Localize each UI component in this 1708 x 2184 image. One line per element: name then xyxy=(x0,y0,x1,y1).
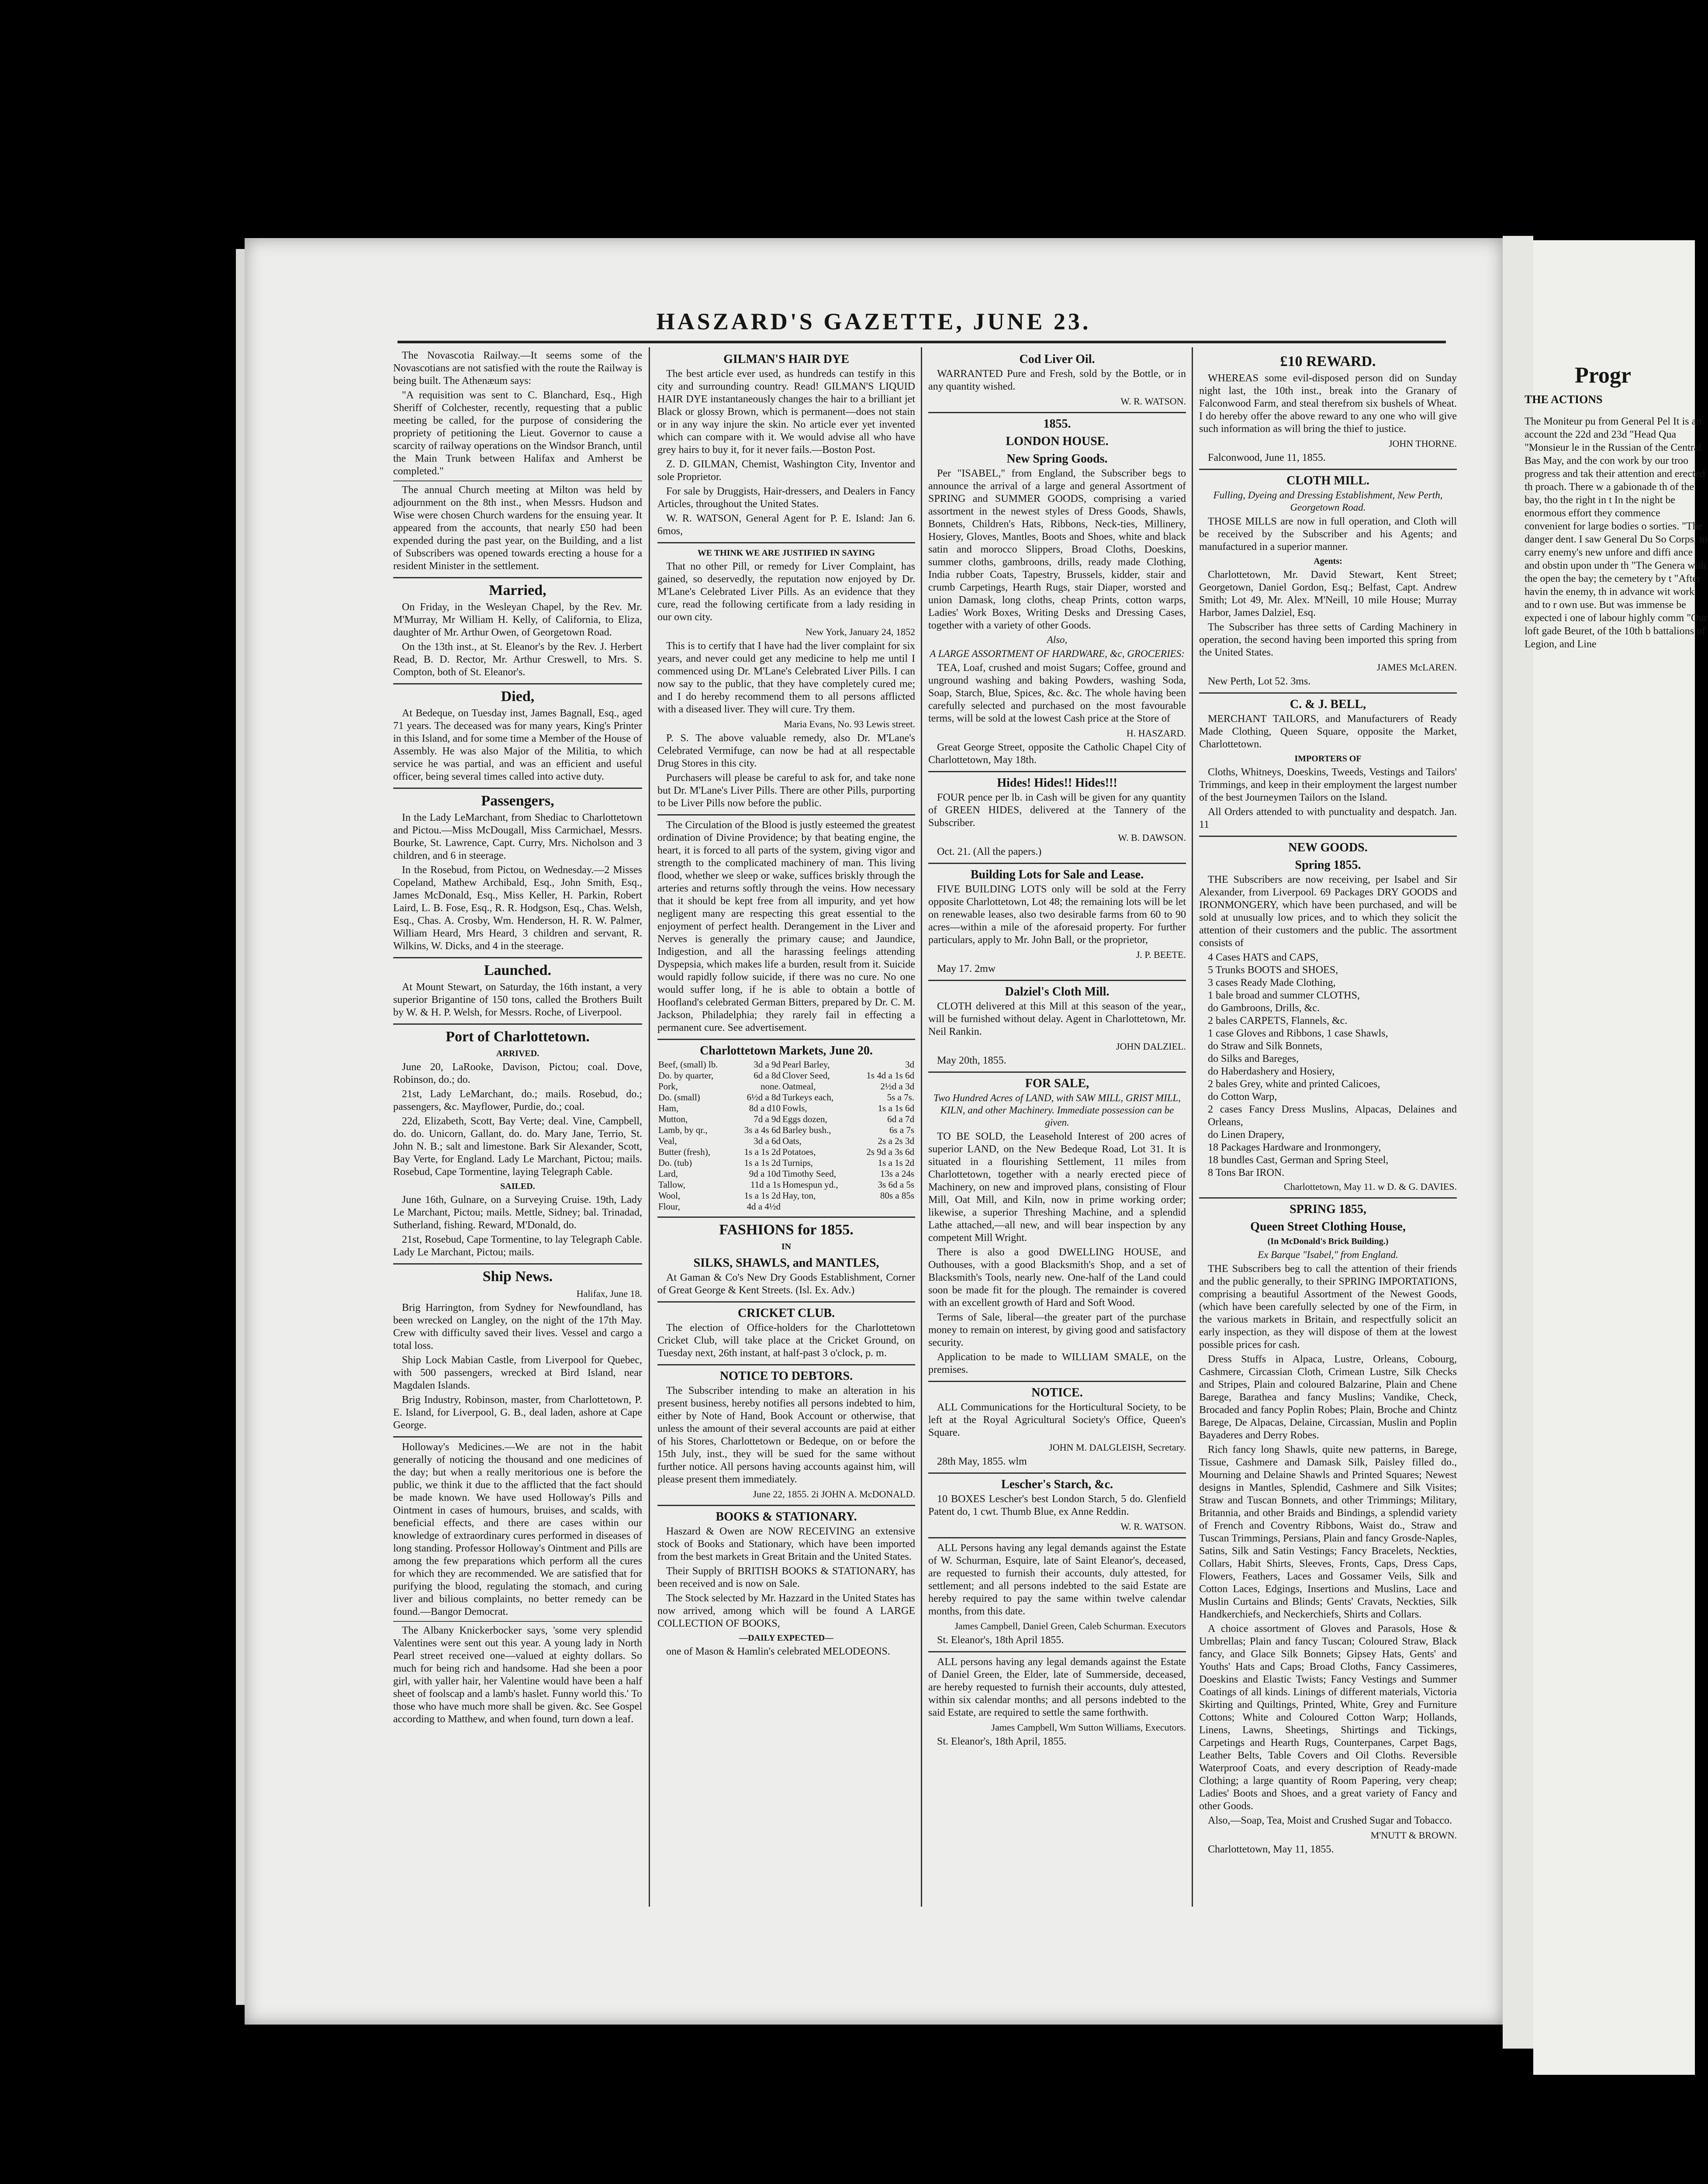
divider xyxy=(657,542,915,543)
market-item: Pork, xyxy=(658,1081,678,1092)
market-row xyxy=(657,1103,915,1114)
new-goods-item: 3 cases Ready Made Clothing, xyxy=(1208,977,1336,988)
new-goods-item: 1 case Gloves and Ribbons, 1 case Shawls, xyxy=(1208,1028,1388,1039)
market-row xyxy=(657,1136,915,1147)
gilman-signature: Z. D. GILMAN, Chemist, Washington City, Inventor and sole Proprietor. xyxy=(657,459,915,483)
divider xyxy=(393,480,642,481)
bell-heading: C. & J. BELL, xyxy=(1290,698,1366,711)
market-item: Barley bush., xyxy=(782,1125,831,1135)
gilman-body: The best article ever used, as hundreds can testify in this city and surrounding country. Read! GILMAN'S LIQUID HAIR DYE instantaneously changes the hair to a brilliant jet Black or glossy Brown, which is permanent—does not stain or in any way injure the skin. No article ever yet invented which can compare with it. We would advise all who have grey hairs to buy it, for it never fails.—Boston Post. xyxy=(657,368,915,456)
spring-body: Rich fancy long Shawls, quite new patterns, in Barege, Tissue, Cashmere and Damask Silk, Paisley filled do., Mourning and Delaine Shawls and Printed Squares; Newest designs in Mantles, Splendid, Cashmere and Silk Visites; Straw and Tuscan Bonnets, and other Trimmings; Military, Britannia, and other Braids and Bindings, a splendid variety of French and Coventry Ribbons, Waist do., Straw and Tuscan Trimmings, Persians, Plain and fancy Grosde-Naples, Satins, Silk and Satin Vestings; Fancy Bracelets, Neckties, Collars, Habit Shirts, Sleeves, Fronts, Caps, Dress Caps, Flowers, Feathers, Laces and Gossamer Veils, Silk and Cotton Laces, Edgings, Insertions and Muslins, Lace and Muslin Curtains and Blinds; Gents' Cravats, Neckties, Silk Handkerchiefs, and Neckerchiefs, Shirts and Collars. xyxy=(1199,1444,1457,1620)
new-goods-item: 5 Trunks BOOTS and SHOES, xyxy=(1208,964,1338,976)
london-address: Great George Street, opposite the Catholic Chapel City of Charlottetown, May 18th. xyxy=(928,742,1186,766)
fashions-in: IN xyxy=(781,1242,792,1251)
market-price: 2½d a 3d xyxy=(880,1081,914,1092)
justified-body: That no other Pill, or remedy for Liver Complaint, has gained, so deservedly, the reputation now enjoyed by Dr. M'Lane's Celebrated Liver Pills. As an evidence that they cure, read the following certificate from a lady residing in our own city. xyxy=(657,561,915,623)
books-heading: BOOKS & STATIONARY. xyxy=(716,1510,857,1524)
reward-date: Falconwood, June 11, 1855. xyxy=(1208,452,1326,463)
market-price: 80s a 85s xyxy=(880,1190,914,1201)
hides-signature: W. B. DAWSON. xyxy=(1118,832,1186,843)
column-1 xyxy=(393,349,642,1904)
dalziel-date: May 20th, 1855. xyxy=(937,1055,1006,1066)
hides-body: FOUR pence per lb. in Cash will be given for any quantity of GREEN HIDES, delivered at the Tannery of the Subscriber. xyxy=(928,792,1186,829)
market-item: Turnips, xyxy=(782,1158,813,1168)
london-body: TEA, Loaf, crushed and moist Sugars; Coffee, ground and unground washing and baking Powders, washing Soda, Soap, Starch, Blue, Spices, &c. &c. The whole having been carefully selected and purchased on the most favourable terms, will be sold at the lowest Cash price at the Store of xyxy=(928,662,1186,724)
market-price: 13s a 24s xyxy=(880,1168,914,1179)
estate-notice: ALL Persons having any legal demands against the Estate of W. Schurman, Esquire, late of Saint Eleanor's, deceased, are requested to furnish their accounts, duly attested, for settlement; and all persons indebted to the said Estate are hereby required to pay the same within twelve calendar months, from this date. xyxy=(928,1542,1186,1617)
market-row xyxy=(657,1125,915,1136)
masthead-rule xyxy=(398,341,1446,343)
sale-body: Application to be made to WILLIAM SMALE, on the premises. xyxy=(928,1351,1186,1375)
divider xyxy=(393,1023,642,1025)
new-goods-item: 2 cases Fancy Dress Muslins, Alpacas, Delaines and Orleans, xyxy=(1208,1104,1457,1128)
justified-ps: P. S. The above valuable remedy, also Dr. M'Lane's Celebrated Vermifuge, can now be had at all respectable Drug Stores in this city. xyxy=(657,733,915,769)
new-goods-item: do Cotton Warp, xyxy=(1208,1091,1277,1102)
column-rule xyxy=(1192,347,1193,1907)
bell-body: All Orders attended to with punctuality and despatch. Jan. 11 xyxy=(1199,806,1457,830)
divider xyxy=(1199,692,1457,694)
market-item: Wool, xyxy=(658,1190,681,1201)
estate-notice: ALL persons having any legal demands against the Estate of Daniel Green, the Elder, late of Summerside, deceased, are hereby requested to furnish their accounts, duly attested, within six calendar months; and all persons indebted to the said Estate, are required to settle the same forthwith. xyxy=(928,1656,1186,1718)
mill-body: THOSE MILLS are now in full operation, and Cloth will be received by the Subscriber and his Agents; and manufactured in a superior manner. xyxy=(1199,516,1457,553)
estate-date: St. Eleanor's, 18th April, 1855. xyxy=(937,1736,1067,1747)
books-body: one of Mason & Hamlin's celebrated MELODEONS. xyxy=(666,1646,890,1657)
ship-entry: Ship Lock Mabian Castle, from Liverpool for Quebec, with 500 passengers, wrecked at Bird Island, near Magdalen Islands. xyxy=(393,1355,642,1391)
london-year: 1855. xyxy=(1043,417,1071,431)
next-page-title: Progr xyxy=(1575,363,1631,388)
mill-signature: JAMES McLAREN. xyxy=(1376,662,1457,673)
column-rule xyxy=(649,347,650,1907)
market-row xyxy=(657,1158,915,1168)
railway-quote: "A requisition was sent to C. Blanchard, Esq., High Sheriff of Colchester, recently, requesting that a public meeting be called, for the purpose of considering the propriety of petitioning the Lieut. Governor to cause a scarcity of railway operations on the Windsor Branch, until the Main Trunk between Halifax and Amherst be completed." xyxy=(393,390,642,477)
market-item xyxy=(781,1201,853,1212)
market-item: Beef, (small) lb. xyxy=(658,1059,718,1070)
market-item: Turkeys each, xyxy=(782,1092,834,1102)
estate-date: St. Eleanor's, 18th April 1855. xyxy=(937,1635,1064,1646)
mill-body: Charlottetown, Mr. David Stewart, Kent Street; Georgetown, Daniel Gordon, Esq.; Belfast, Capt. Andrew Smith; Lot 49, Mr. Alex. M'Neill, 10 mile House; Murray Harbor, James Dalziel, Esq. xyxy=(1199,569,1457,619)
holloway-article: Holloway's Medicines.—We are not in the habit generally of noticing the thousand and one medicines of the day; but when a really meritorious one is before the public, we think it due to the afflicted that the fact should be made known. We have used Holloway's Pills and Ointment in cases of humours, bruises, and scalds, with beneficial effects, and there are cases within our knowledge of extraordinary cures performed in diseases of long standing. Professor Holloway's Ointment and Pills are among the few preparations which perform all the cures for which they are recommended. We are satisfied that for purifying the blood, regulating the stomach, and curing liver and bilious complaints, no better remedy can be found.—Bangor Democrat. xyxy=(393,1441,642,1617)
ship-entry: Brig Harrington, from Sydney for Newfoundland, has been wrecked on Langley, on the night of the 17th May. Crew with difficulty saved their lives. Vessel and cargo a total loss. xyxy=(393,1302,642,1351)
divider xyxy=(393,1436,642,1438)
notice-signature: JOHN M. DALGLEISH, Secretary. xyxy=(1049,1442,1186,1453)
market-item: Mutton, xyxy=(658,1114,688,1124)
market-item: Oats, xyxy=(782,1136,802,1146)
launched-notice: At Mount Stewart, on Saturday, the 16th instant, a very superior Brigantine of 150 tons, called the Brothers Built by W. & H. P. Welsh, for Messrs. Roche, of Liverpool. xyxy=(393,981,642,1018)
market-item: Lamb, by qr., xyxy=(658,1125,708,1135)
divider xyxy=(393,957,642,958)
estate-signature: James Campbell, Wm Sutton Williams, Executors. xyxy=(991,1722,1186,1733)
married-notice: On Friday, in the Wesleyan Chapel, by the Rev. Mr. M'Murray, Mr William H. Kelly, of California, to Eliza, daughter of Mr. Arthur Owen, of Georgetown Road. xyxy=(393,601,642,638)
debtors-heading: NOTICE TO DEBTORS. xyxy=(719,1369,853,1383)
market-row xyxy=(657,1114,915,1125)
spring-body: THE Subscribers beg to call the attention of their friends and the public generally, to their SPRING IMPORTATIONS, comprising a beautiful Assortment of the Newest Goods, (which have been carefully selected by one of the Firm, in the various markets in Britain, and respectfully solicit an early inspection, as they will dispose of them at the lowest possible prices for cash. xyxy=(1199,1263,1457,1351)
bell-importers: IMPORTERS OF xyxy=(1294,754,1362,764)
market-price: 2s 9d a 3s 6d xyxy=(866,1147,914,1157)
market-price: 3d a 9d xyxy=(754,1059,781,1070)
market-price: 6d a 7d xyxy=(887,1114,914,1124)
passengers-notice: In the Rosebud, from Pictou, on Wednesday.—2 Misses Copeland, Mathew Archibald, Esq., John Smith, Esq., James McDonald, Esq., Miss Keller, H. Parkin, Robert Laird, L. B. Fose, Esq., R. R. Hodgson, Esq., Chas. Welsh, Esq., Chas. A. Crosby, Wm. Henderson, H. R. W. Palmer, William Heard, Mrs Heard, 3 children and servant, R. Wilkins, W. Dicks, and 4 in the steerage. xyxy=(393,864,642,952)
divider xyxy=(393,577,642,578)
divider xyxy=(928,771,1186,772)
knickerbocker-article: The Albany Knickerbocker says, 'some very splendid Valentines were sent out this year. A young lady in North Pearl street received one—valued at eighty dollars. So much for being rich and handsome. Had she been a poor girl, with yaller hair, her Valentine would have been a half sheet of foolscap and a lamb's haslet. Funny world this.' To those who have much more shall be given. &c. See Gospel according to Matthew, and when found, turn down a leaf. xyxy=(393,1625,642,1725)
market-item: Timothy Seed, xyxy=(782,1168,836,1179)
market-price: 1s a 1s 2d xyxy=(744,1190,781,1201)
market-price: 3s a 4s 6d xyxy=(744,1125,781,1135)
divider xyxy=(393,1621,642,1622)
lots-date: May 17. 2mw xyxy=(937,963,996,975)
port-heading: Port of Charlottetown. xyxy=(446,1029,590,1045)
gilman-heading: GILMAN'S HAIR DYE xyxy=(723,352,849,366)
lots-heading: Building Lots for Sale and Lease. xyxy=(970,868,1144,881)
divider xyxy=(928,980,1186,981)
market-price: 11d a 1s xyxy=(750,1179,781,1190)
london-also: Also, xyxy=(1047,634,1068,645)
market-price: 8d a d10 xyxy=(749,1103,781,1113)
market-price: 1s a 1s 2d xyxy=(744,1158,781,1168)
mill-date: New Perth, Lot 52. 3ms. xyxy=(1208,676,1311,687)
divider xyxy=(657,1301,915,1303)
divider xyxy=(928,1381,1186,1382)
market-row xyxy=(657,1092,915,1103)
market-item: Fowls, xyxy=(782,1103,807,1113)
market-item: Lard, xyxy=(658,1168,678,1179)
reward-body: WHEREAS some evil-disposed person did on Sunday night last, the 10th inst., break into the Granary of Falconwood Farm, and steal therefrom six bushels of Wheat. I do hereby offer the above reward to any one who will give such information as will bring the thief to justice. xyxy=(1199,373,1457,435)
port-entry: 22d, Elizabeth, Scott, Bay Verte; deal. Vine, Campbell, do. do. Unicorn, Gallant, do. do. Mary Jane, Terrio, St. John N. B.; salt and limestone. Bark Sir Alexander, Scott, Bay Verte, for England. Lady Le Marchant, Pictou; mails. Rosebud, Cape Tormentine, laying Telegraph Cable. xyxy=(393,1116,642,1178)
market-price: 6d a 8d xyxy=(754,1070,781,1081)
market-price: 3d xyxy=(905,1059,914,1070)
market-item: Butter (fresh), xyxy=(658,1147,710,1157)
divider xyxy=(657,1216,915,1218)
circulation-article: The Circulation of the Blood is justly esteemed the greatest ordination of Divine Providence; by that beating engine, the heart, it is forced to all parts of the system, giving vigor and strength to the complicated machinery of man. This living flood, whether we sleep or wake, suffices briskly through the arteries and returns softly through the veins. How necessary that it should be kept free from all impurity, and yet how negligent many are respecting this great essential to the enjoyment of perfect health. Derangement in the Liver and Nerves is generally the primary cause; and Jaundice, Indigestion, and all the harassing feelings attending Dyspepsia, which makes life a burden, result from it. Suicide would rapidly follow suicide, if there was no cure. No one would suffer long, if he is able to obtain a bottle of Hoofland's celebrated German Bitters, prepared by Dr. C. M. Jackson, Philadelphia; they rarely fail in effecting a permanent cure. See advertisement. xyxy=(657,819,915,1033)
market-row xyxy=(657,1059,915,1070)
mill-body: The Subscriber has three setts of Carding Machinery in operation, the second having been imported this spring from the United States. xyxy=(1199,622,1457,658)
died-heading: Died, xyxy=(501,688,535,705)
market-item: Homespun yd., xyxy=(782,1179,838,1190)
market-item: Pearl Barley, xyxy=(782,1059,830,1070)
passengers-heading: Passengers, xyxy=(481,793,554,809)
starch-signature: W. R. WATSON. xyxy=(1120,1521,1186,1532)
gilman-sale: For sale by Druggists, Hair-dressers, and Dealers in Fancy Articles, throughout the United States. xyxy=(657,486,915,510)
market-row xyxy=(657,1081,915,1092)
market-row xyxy=(657,1201,915,1212)
port-entry: 21st, Rosebud, Cape Tormentine, to lay Telegraph Cable. Lady Le Marchant, Pictou; mails. xyxy=(393,1234,642,1258)
new-goods-subheading: Spring 1855. xyxy=(1295,858,1361,872)
spring-heading: SPRING 1855, xyxy=(1290,1203,1366,1216)
cod-heading: Cod Liver Oil. xyxy=(1019,352,1095,366)
estate-signature: James Campbell, Daniel Green, Caleb Schurman. Executors xyxy=(954,1621,1186,1631)
sailed-label: SAILED. xyxy=(500,1182,535,1191)
bell-body: MERCHANT TAILORS, and Manufacturers of Ready Made Clothing, Queen Square, opposite the Market, Charlottetown. xyxy=(1199,713,1457,750)
debtors-signature: June 22, 1855. 2i JOHN A. McDONALD. xyxy=(753,1489,915,1500)
new-goods-item: 2 bales CARPETS, Flannels, &c. xyxy=(1208,1015,1348,1026)
church-article: The annual Church meeting at Milton was held by adjournment on the 8th inst., when Messrs. Hudson and Wise were chosen Church wardens for the ensuing year. It appeared from the accounts, that nearly £50 had been expended during the past year, on the Building, and a list of Subscribers was opened towards erecting a house for a resident Minister in the settlement. xyxy=(393,484,642,572)
new-goods-item: do Haberdashery and Hosiery, xyxy=(1208,1066,1335,1077)
market-row xyxy=(657,1179,915,1190)
spring-signature: M'NUTT & BROWN. xyxy=(1370,1830,1457,1841)
books-expected: —DAILY EXPECTED— xyxy=(739,1633,833,1643)
dalziel-heading: Dalziel's Cloth Mill. xyxy=(1005,985,1110,999)
notice-body: ALL Communications for the Horticultural Society, to be left at the Royal Agricultural Society's Office, Queen's Square. xyxy=(928,1402,1186,1438)
market-row xyxy=(657,1147,915,1158)
reward-heading: £10 REWARD. xyxy=(1280,353,1376,370)
justified-heading: WE THINK WE ARE JUSTIFIED IN SAYING xyxy=(697,548,875,558)
sale-subheading: Two Hundred Acres of LAND, with SAW MILL, GRIST MILL, KILN, and other Machinery. Immediate possession can be given. xyxy=(933,1092,1181,1128)
divider xyxy=(657,1364,915,1365)
market-item: Flour, xyxy=(658,1201,680,1212)
justified-date: New York, January 24, 1852 xyxy=(805,626,915,637)
new-goods-item: do Straw and Silk Bonnets, xyxy=(1208,1040,1322,1052)
ship-news-heading: Ship News. xyxy=(482,1268,553,1285)
markets-table xyxy=(657,1059,915,1212)
spring-subheading: Ex Barque "Isabel," from England. xyxy=(1258,1249,1398,1260)
hides-heading: Hides! Hides!! Hides!!! xyxy=(997,776,1117,790)
market-price: 3d a 6d xyxy=(754,1136,781,1146)
divider xyxy=(657,1505,915,1506)
ship-dateline: Halifax, June 18. xyxy=(576,1288,642,1299)
new-goods-list xyxy=(1199,951,1457,1179)
market-price: 1s a 1s 2d xyxy=(878,1158,914,1168)
new-goods-item: 1 bale broad and summer CLOTHS, xyxy=(1208,990,1360,1001)
market-price: 2s a 2s 3d xyxy=(878,1136,914,1146)
divider xyxy=(928,412,1186,413)
new-goods-item: do Gambroons, Drills, &c. xyxy=(1208,1002,1320,1014)
divider xyxy=(1199,469,1457,470)
market-price: 9d a 10d xyxy=(749,1168,781,1179)
market-item: Do. (tub) xyxy=(658,1158,692,1168)
market-item: Do. (small) xyxy=(658,1092,700,1102)
masthead: HASZARD'S GAZETTE, JUNE 23. xyxy=(656,308,1091,335)
market-item: Veal, xyxy=(658,1136,677,1146)
market-item: Do. by quarter, xyxy=(658,1070,714,1081)
new-goods-item: 18 Packages Hardware and Ironmongery, xyxy=(1208,1142,1381,1153)
cricket-heading: CRICKET CLUB. xyxy=(738,1306,835,1320)
market-row xyxy=(657,1168,915,1179)
market-item: Oatmeal, xyxy=(782,1081,816,1092)
port-entry: 21st, Lady LeMarchant, do.; mails. Rosebud, do.; passengers, &c. Mayflower, Purdie, do.; coal. xyxy=(393,1089,642,1113)
new-goods-item: 4 Cases HATS and CAPS, xyxy=(1208,952,1318,963)
spring-heading-2: Queen Street Clothing House, xyxy=(1250,1220,1406,1234)
divider xyxy=(393,788,642,789)
starch-heading: Lescher's Starch, &c. xyxy=(1001,1478,1113,1491)
gilman-agent: W. R. WATSON, General Agent for P. E. Island: Jan 6. 6mos, xyxy=(657,513,915,537)
spring-body: Also,—Soap, Tea, Moist and Crushed Sugar and Tobacco. xyxy=(1208,1815,1452,1826)
debtors-body: The Subscriber intending to make an alteration in his present business, hereby notifies all persons indebted to him, either by Note of Hand, Book Account or otherwise, that unless the amount of their several accounts are paid at either of his Stores, Charlottetown or Bedeque, on or before the 15th July, inst., they will be sued for the same without further notice. All persons having accounts against him, will please present them immediately. xyxy=(657,1385,915,1485)
sale-body: TO BE SOLD, the Leasehold Interest of 200 acres of superior LAND, on the New Bedeque Road, Lot 31. It is situated in a flourishing Settlement, 11 miles from Charlottetown, together with a nearly erected piece of Machinery, on new and improved plans, consisting of Flour Mill, Oat Mill, and Kiln, now in prime working order; likewise, a superior Threshing Machine, and a splendid Lathe attached,—all new, and will bear inspection by any competent Mill Wright. xyxy=(928,1131,1186,1244)
market-item: Eggs dozen, xyxy=(782,1114,827,1124)
lots-signature: J. P. BEETE. xyxy=(1136,949,1186,960)
lots-body: FIVE BUILDING LOTS only will be sold at the Ferry opposite Charlottetown, Lot 48; the remaining lots will be let on renewable leases, also two desirable farms from 60 to 90 acres—within a mile of the aforesaid property. For further particulars, apply to Mr. John Ball, or the proprietor, xyxy=(928,884,1186,946)
notice-date: 28th May, 1855. wlm xyxy=(937,1456,1027,1467)
divider xyxy=(393,683,642,684)
spring-heading-3: (In McDonald's Brick Building.) xyxy=(1267,1237,1389,1246)
market-item: Ham, xyxy=(658,1103,679,1113)
reward-signature: JOHN THORNE. xyxy=(1388,438,1457,449)
sale-body: Terms of Sale, liberal—the greater part of the purchase money to remain on interest, by giving good and satisfactory security. xyxy=(928,1312,1186,1348)
new-goods-item: do Silks and Bareges, xyxy=(1208,1053,1299,1064)
divider xyxy=(657,1039,915,1040)
market-item: Hay, ton, xyxy=(782,1190,816,1201)
new-goods-heading: NEW GOODS. xyxy=(1288,841,1368,854)
mill-subheading: Fulling, Dyeing and Dressing Establishment, New Perth, Georgetown Road. xyxy=(1213,490,1443,513)
sale-body: There is also a good DWELLING HOUSE, and Outhouses, with a good Blacksmith's Shop, and a set of Blacksmith's Tools, nearly new. One-half of the Land could soon be made fit for the plough. The remainder is covered with an excellent growth of Hard and Soft Wood. xyxy=(928,1247,1186,1309)
died-notice: At Bedeque, on Tuesday inst, James Bagnall, Esq., aged 71 years. The deceased was for many years, King's Printer in this Island, and for some time a Member of the House of Assembly. He was also Major of the Militia, to which service he was partial, and was an efficient and useful officer, being several times called into active duty. xyxy=(393,708,642,782)
fashions-body: At Gaman & Co's New Dry Goods Establishment, Corner of Great George & Kent Streets. (Isl. Ex. Adv.) xyxy=(657,1272,915,1296)
books-body: Haszard & Owen are NOW RECEIVING an extensive stock of Books and Stationary, which have been imported from the best markets in Great Britain and the United States. xyxy=(657,1526,915,1562)
market-price: 1s 4d a 1s 6d xyxy=(866,1070,914,1081)
books-body: Their Supply of BRITISH BOOKS & STATIONARY, has been received and is now on Sale. xyxy=(657,1565,915,1590)
mill-agents: Agents: xyxy=(1314,556,1342,566)
new-goods-item: 8 Tons Bar IRON. xyxy=(1208,1167,1285,1178)
arrived-label: ARRIVED. xyxy=(496,1049,539,1058)
married-heading: Married, xyxy=(489,582,546,598)
market-price: 6½d a 8d xyxy=(747,1092,781,1102)
next-page-text: The Moniteur pu from General Pel It is an account the 22d and 23d "Head Qua "Monsieur le in the Russian of the Central Bas May, and the con work by our troo progress and tak their attention and erected th proach. There w a gabionade th of the bay, tho the right in t In the night be enormous effort they commence convenient for large bodies o sorties. "The danger dent. I saw General Du So Corps, to carry enemy's new unfore and diffi ance and obstin upon under th "The Genera with the open the bay; the cemetery by t "After havin the enemy, th in advance wit work and to r own use. But was immense be expected i one of labour highly comm "Our loft gade Beuret, of the 10th b battalions of Legion, and Line xyxy=(1525,416,1708,650)
london-subheading: New Spring Goods. xyxy=(1006,452,1108,466)
divider xyxy=(928,863,1186,864)
ship-entry: Brig Industry, Robinson, master, from Charlottetown, P. E. Island, for Liverpool, G. B., deal laden, ashore at Cape George. xyxy=(393,1394,642,1431)
london-hardware: A LARGE ASSORTMENT OF HARDWARE, &c, GROCERIES: xyxy=(930,648,1185,659)
new-goods-item: 18 bundles Cast, German and Spring Steel, xyxy=(1208,1154,1389,1166)
notice-heading: NOTICE. xyxy=(1031,1386,1083,1400)
fashions-heading: FASHIONS for 1855. xyxy=(719,1222,854,1238)
market-price: none. xyxy=(760,1081,781,1092)
new-goods-item: 2 bales Grey, white and printed Calicoes, xyxy=(1208,1078,1380,1090)
port-entry: June 16th, Gulnare, on a Surveying Cruise. 19th, Lady Le Marchant, Pictou; mails. Mettle, Sidney; bal. Trinadad, Sutherland, fishing. Reward, M'Donald, do. xyxy=(393,1194,642,1231)
divider xyxy=(393,1263,642,1265)
market-item: Clover Seed, xyxy=(782,1070,830,1081)
market-item: Potatoes, xyxy=(782,1147,816,1157)
column-rule xyxy=(921,347,922,1907)
divider xyxy=(928,1071,1186,1073)
market-item: Tallow, xyxy=(658,1179,685,1190)
markets-heading: Charlottetown Markets, June 20. xyxy=(700,1044,873,1057)
divider xyxy=(657,814,915,816)
next-page-subtitle: THE ACTIONS xyxy=(1525,393,1603,406)
column-4 xyxy=(1199,349,1457,1904)
newspaper-page xyxy=(245,238,1503,2025)
starch-body: 10 BOXES Lescher's best London Starch, 5 do. Glenfield Patent do, 1 cwt. Thumb Blue, ex Anne Reddin. xyxy=(928,1493,1186,1517)
divider xyxy=(1199,1197,1457,1199)
dalziel-signature: JOHN DALZIEL. xyxy=(1116,1041,1186,1052)
market-price: 1s a 1s 2d xyxy=(744,1147,781,1157)
married-notice: On the 13th inst., at St. Eleanor's by the Rev. J. Herbert Read, B. D. Rector, Mr. Arthur Creswell, to Mrs. S. Compton, both of St. Eleanor's. xyxy=(393,641,642,678)
divider xyxy=(1199,836,1457,837)
mill-heading: CLOTH MILL. xyxy=(1286,474,1369,487)
new-goods-body: THE Subscribers are now receiving, per Isabel and Sir Alexander, from Liverpool. 69 Packages DRY GOODS and IRONMONGERY, which have been purchased, and will be sold at unusually low prices, and to which they solicit the attention of their customers and the public. The assortment consists of xyxy=(1199,874,1457,949)
hides-date: Oct. 21. (All the papers.) xyxy=(937,846,1042,857)
spring-date: Charlottetown, May 11, 1855. xyxy=(1208,1844,1334,1855)
divider xyxy=(928,1651,1186,1652)
bell-body: Cloths, Whitneys, Doeskins, Tweeds, Vestings and Tailors' Trimmings, and keep in their employment the largest number of the best Journeymen Tailors on the Island. xyxy=(1199,767,1457,803)
sale-heading: FOR SALE, xyxy=(1025,1077,1089,1090)
divider xyxy=(928,1472,1186,1474)
railway-article: The Novascotia Railway.—It seems some of the Novascotians are not satisfied with the route the Railway is being built. The Athenæum says: xyxy=(393,350,642,387)
spring-body: A choice assortment of Gloves and Parasols, Hose & Umbrellas; Plain and fancy Tuscan; Coloured Straw, Black fancy, and Glace Silk Bonnets; Gipsey Hats, Gents' and Youths' Hats and Caps; Broad Cloths, Fancy Cassimeres, Doeskins and Elastic Twists; Fancy Vestings and Summer Coatings of all kinds. Linings of different materials, Victoria Skirting and Quiltings, Printed, White, Grey and Furniture Cottons; White and Coloured Cotton Warp; Hollands, Linens, Lawns, Sheetings, Shirtings and Tickings, Carpetings and Hearth Rugs, Counterpanes, Carpet Bags, Leather Belts, Table Covers and Oil Cloths. Reversible Waterproof Coats, and every description of Ready-made Clothing; a large quantity of Room Papering, very cheap; Ladies' Boots and Shoes, and a great variety of Fancy and other Goods. xyxy=(1199,1623,1457,1812)
cod-body: WARRANTED Pure and Fresh, sold by the Bottle, or in any quantity wished. xyxy=(928,368,1186,392)
justified-warning: Purchasers will please be careful to ask for, and take none but Dr. M'Lane's Liver Pills. There are other Pills, purporting to be Liver Pills now before the public. xyxy=(657,772,915,809)
column-2 xyxy=(657,349,915,1904)
passengers-notice: In the Lady LeMarchant, from Shediac to Charlottetown and Pictou.—Miss McDougall, Miss Carmichael, Messrs. Bourke, St. Lawrence, Capt. Curry, Mrs. Nicholson and 3 children, and 6 in steerage. xyxy=(393,812,642,861)
port-entry: June 20, LaRooke, Davison, Pictou; coal. Dove, Robinson, do.; do. xyxy=(393,1061,642,1085)
justified-signature: Maria Evans, No. 93 Lewis street. xyxy=(784,719,915,729)
new-goods-signature: Charlottetown, May 11. w D. & G. DAVIES. xyxy=(1284,1181,1457,1192)
books-body: The Stock selected by Mr. Hazzard in the United States has now arrived, among which will be found A LARGE COLLECTION OF BOOKS, xyxy=(657,1593,915,1629)
divider xyxy=(928,1537,1186,1538)
market-price: 4d a 4½d xyxy=(747,1201,781,1212)
dalziel-body: CLOTH delivered at this Mill at this season of the year,, will be furnished without delay. Agent in Charlottetown, Mr. Neil Rankin. xyxy=(928,1001,1186,1037)
london-heading: LONDON HOUSE. xyxy=(1006,435,1109,448)
spring-body: Dress Stuffs in Alpaca, Lustre, Orleans, Cobourg, Cashmere, Circassian Cloth, Crimean Lustre, Silk Checks and Stripes, Plain and coloured Balzarine, Plain and Chene Barege, Barathea and fancy Muslins; Vandike, Check, Brocaded and fancy Poplin Robes; Plain, Broche and Chintz Barege, De Alpacas, Delaine, Circassian, Muslin and Poplin Bayaderes and Derry Robes. xyxy=(1199,1354,1457,1441)
market-price xyxy=(853,1201,915,1212)
fashions-items: SILKS, SHAWLS, and MANTLES, xyxy=(693,1256,879,1270)
market-price: 7d a 9d xyxy=(754,1114,781,1124)
justified-certificate: This is to certify that I have had the liver complaint for six years, and never could get any medicine to help me until I commenced using Dr. M'Lane's Celebrated Liver Pills. I can now say to the public, that they have completely cured me; and I do hereby recommend them to all persons afflicted with a diseased liver. They will cure. Try them. xyxy=(657,640,915,715)
market-price: 5s a 7s. xyxy=(887,1092,914,1102)
london-body: Per "ISABEL," from England, the Subscriber begs to announce the arrival of a large and general Assortment of SPRING and SUMMER GOODS, comprising a varied assortment in the newest styles of Dress Goods, Shawls, Bonnets, Children's Hats, Ribbons, Neck-ties, Millinery, Hosiery, Gloves, Mantles, Boots and Shoes, white and black satin and morocco Slippers, Broad Cloths, Doeskins, summer cloths, gambroons, drills, ready made Clothing, India rubber Coats, Tapestry, Brussels, kidder, stair and crumb Carpetings, Hearth Rugs, stair Diaper, worsted and union Damask, long cloths, cheap Prints, cotton warps, Ladies' Work Boxes, Writing Desks and Dressing Cases, together with a variety of other Goods. xyxy=(928,468,1186,631)
market-price: 3s 6d a 5s xyxy=(878,1179,914,1190)
market-price: 1s a 1s 6d xyxy=(878,1103,914,1113)
cod-signature: W. R. WATSON. xyxy=(1120,396,1186,407)
cricket-body: The election of Office-holders for the Charlottetown Cricket Club, will take place at the Cricket Ground, on Tuesday next, 26th instant, at half-past 3 o'clock, p. m. xyxy=(657,1322,915,1359)
market-row xyxy=(657,1190,915,1201)
next-page-fragment xyxy=(1525,240,1708,2075)
market-row xyxy=(657,1070,915,1081)
launched-heading: Launched. xyxy=(484,962,551,978)
new-goods-item: do Linen Drapery, xyxy=(1208,1129,1285,1140)
column-3 xyxy=(928,349,1186,1904)
london-signature: H. HASZARD. xyxy=(1126,728,1186,739)
market-price: 6s a 7s xyxy=(889,1125,914,1135)
